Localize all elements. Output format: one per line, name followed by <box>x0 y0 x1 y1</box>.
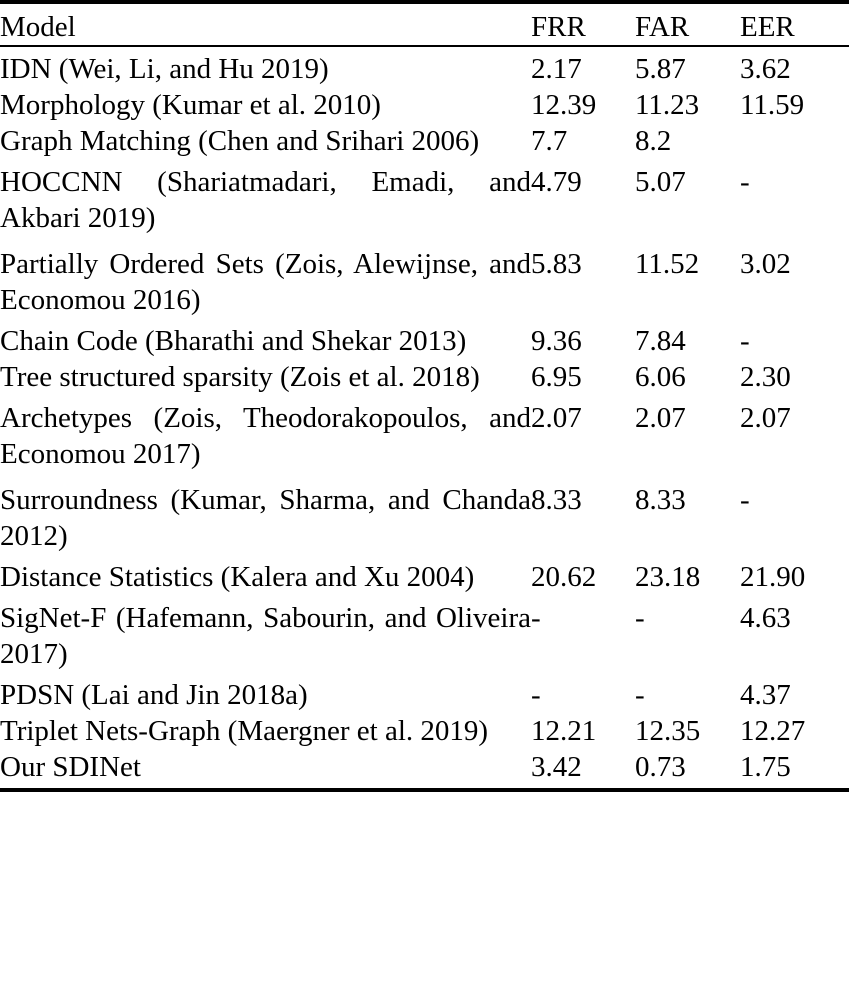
cell-far: 8.33 <box>635 484 686 516</box>
cell-model: IDN (Wei, Li, and Hu 2019) <box>0 53 329 85</box>
cell-far: - <box>635 602 645 634</box>
table-row <box>0 559 849 595</box>
cell-frr: 12.39 <box>531 89 597 121</box>
cell-frr: 8.33 <box>531 484 582 516</box>
cell-model: SigNet-F (Hafemann, Sabourin, and Oliveira 2017) <box>0 602 531 670</box>
cell-eer: 11.59 <box>740 89 805 121</box>
column-header-far: FAR <box>635 11 690 43</box>
column-header-eer: EER <box>740 11 795 43</box>
column-header-frr: FRR <box>531 11 586 43</box>
cell-far: 2.07 <box>635 402 686 434</box>
cell-model: PDSN (Lai and Jin 2018a) <box>0 679 308 711</box>
cell-model: Archetypes (Zois, Theodorakopoulos, and Economou 2017) <box>0 402 531 470</box>
cell-frr: 2.17 <box>531 53 582 85</box>
cell-eer: 4.37 <box>740 679 791 711</box>
cell-far: 11.52 <box>635 248 700 280</box>
cell-frr: 3.42 <box>531 751 582 783</box>
cell-far: 11.23 <box>635 89 700 121</box>
table-row <box>0 51 849 87</box>
cell-model: Tree structured sparsity (Zois et al. 2018) <box>0 361 480 393</box>
cell-model: Partially Ordered Sets (Zois, Alewijnse, and Economou 2016) <box>0 248 531 316</box>
table-row <box>0 749 849 785</box>
cell-frr: - <box>531 679 541 711</box>
cell-eer: 2.07 <box>740 402 791 434</box>
cell-eer: - <box>740 325 750 357</box>
cell-far: 6.06 <box>635 361 686 393</box>
cell-frr: 9.36 <box>531 325 582 357</box>
table-row <box>0 87 849 123</box>
results-table <box>0 9 849 45</box>
table-row <box>0 323 849 359</box>
table-row <box>0 359 849 395</box>
cell-eer <box>740 123 849 159</box>
cell-far: 5.87 <box>635 53 686 85</box>
table-row <box>0 123 849 159</box>
table-row <box>0 159 849 241</box>
cell-far: 8.2 <box>635 125 672 157</box>
cell-model: Surroundness (Kumar, Sharma, and Chanda 2012) <box>0 484 531 552</box>
table-body <box>0 51 849 785</box>
cell-model: Graph Matching (Chen and Srihari 2006) <box>0 125 480 157</box>
cell-model: Chain Code (Bharathi and Shekar 2013) <box>0 325 467 357</box>
cell-eer: 12.27 <box>740 715 806 747</box>
cell-frr: 6.95 <box>531 361 582 393</box>
cell-eer: 3.02 <box>740 248 791 280</box>
cell-model: Our SDINet <box>0 751 141 783</box>
table-row <box>0 713 849 749</box>
cell-eer: 2.30 <box>740 361 791 393</box>
results-table-body-wrapper <box>0 51 849 785</box>
column-header-model: Model <box>0 11 76 43</box>
table-bottom-rule <box>0 788 849 792</box>
cell-frr: - <box>531 602 541 634</box>
cell-eer: 21.90 <box>740 561 806 593</box>
cell-eer: - <box>740 484 750 516</box>
cell-frr: 7.7 <box>531 125 568 157</box>
cell-far: - <box>635 679 645 711</box>
table-row <box>0 395 849 477</box>
cell-eer: 1.75 <box>740 751 791 783</box>
cell-model: Morphology (Kumar et al. 2010) <box>0 89 381 121</box>
cell-far: 0.73 <box>635 751 686 783</box>
cell-far: 12.35 <box>635 715 701 747</box>
table-row <box>0 477 849 559</box>
cell-frr: 2.07 <box>531 402 582 434</box>
table-row <box>0 677 849 713</box>
cell-eer: 4.63 <box>740 602 791 634</box>
cell-far: 7.84 <box>635 325 686 357</box>
cell-model: Distance Statistics (Kalera and Xu 2004) <box>0 561 475 593</box>
table-row <box>0 241 849 323</box>
cell-far: 23.18 <box>635 561 701 593</box>
cell-eer: 3.62 <box>740 53 791 85</box>
cell-model: Triplet Nets-Graph (Maergner et al. 2019) <box>0 715 489 747</box>
table-row <box>0 595 849 677</box>
cell-far: 5.07 <box>635 166 686 198</box>
cell-model: HOCCNN (Shariatmadari, Emadi, and Akbari 2019) <box>0 166 531 234</box>
cell-frr: 12.21 <box>531 715 597 747</box>
cell-frr: 5.83 <box>531 248 582 280</box>
table-header <box>0 9 849 45</box>
cell-frr: 20.62 <box>531 561 597 593</box>
cell-frr: 4.79 <box>531 166 582 198</box>
cell-eer: - <box>740 166 750 198</box>
table-header-row <box>0 9 849 45</box>
